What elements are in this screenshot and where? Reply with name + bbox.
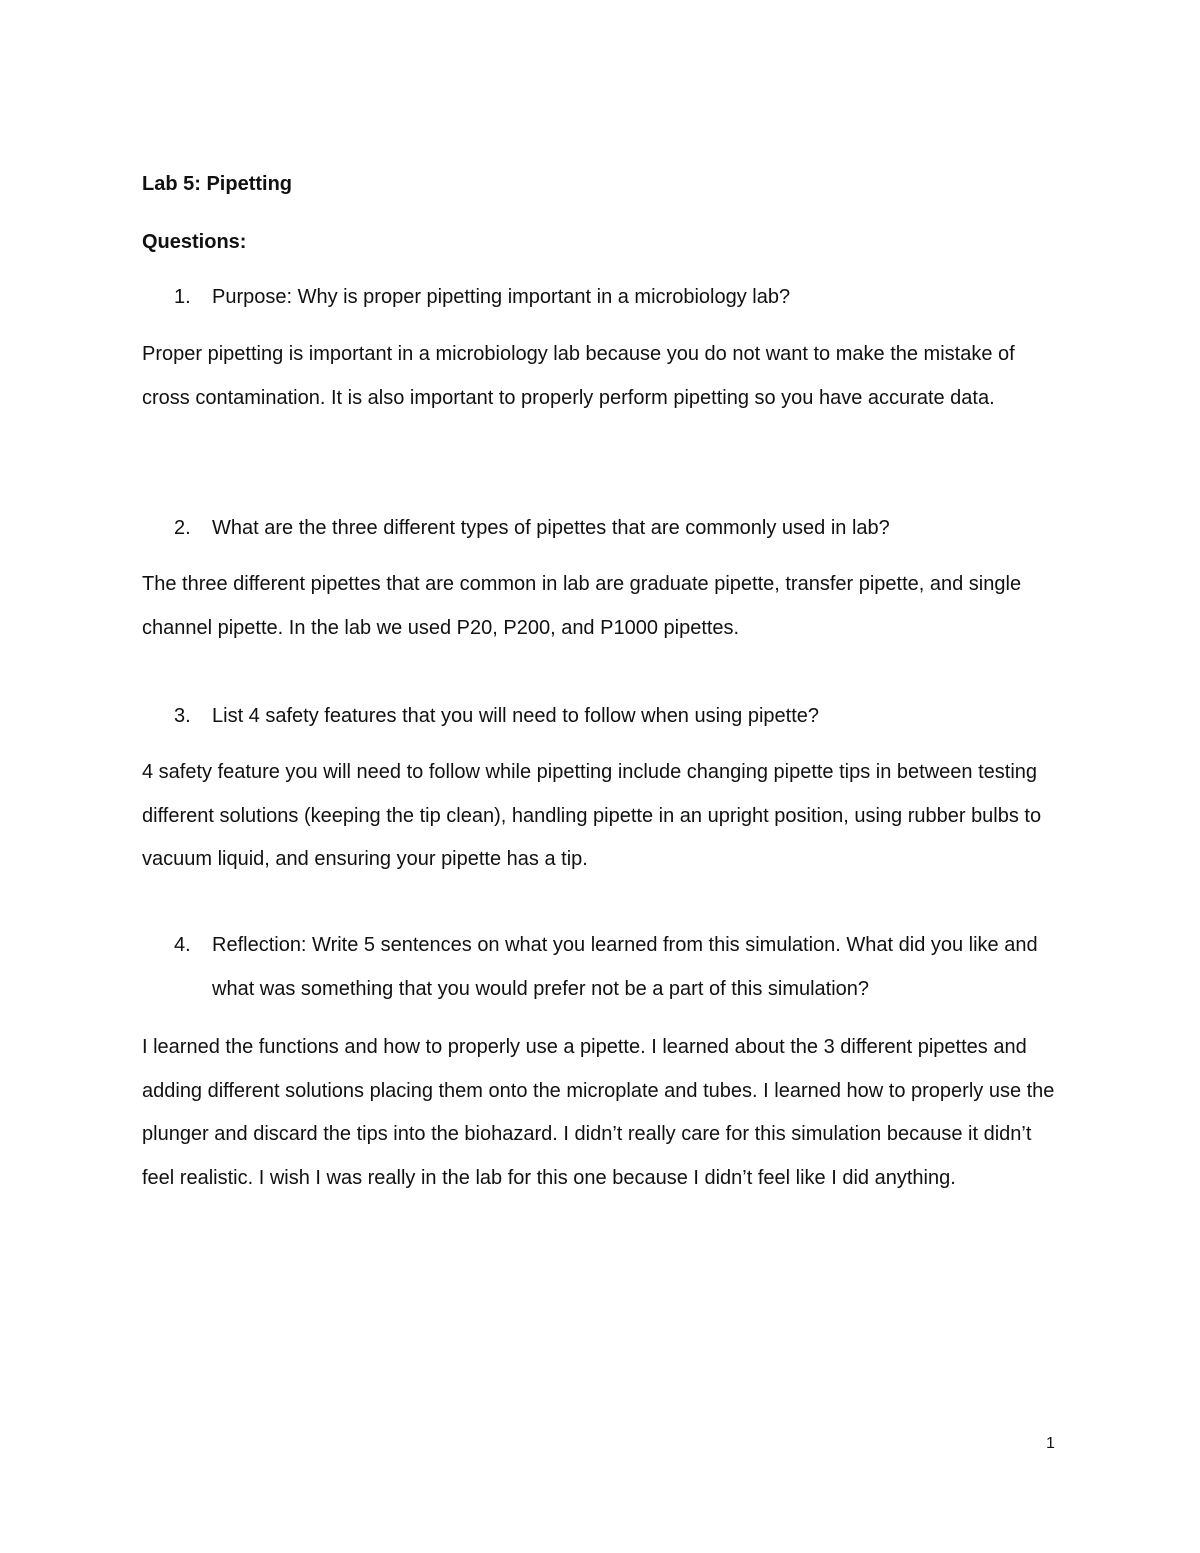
question-3-number: 3. xyxy=(174,705,191,727)
page-number: 1 xyxy=(1046,1435,1055,1452)
question-1 xyxy=(174,275,1074,319)
question-4-text: Reflection: Write 5 sentences on what you learned from this simulation. What did you like and what was something that you would prefer not be a part of this simulation? xyxy=(212,934,1038,1000)
question-3-text: List 4 safety features that you will need to follow when using pipette? xyxy=(212,705,820,727)
questions-heading: Questions: xyxy=(142,231,247,253)
question-2-text: What are the three different types of pipettes that are commonly used in lab? xyxy=(212,517,890,539)
answer-2: The three different pipettes that are common in lab are graduate pipette, transfer pipette, and single channel pipette. In the lab we used P20, P200, and P1000 pipettes. xyxy=(142,573,1022,639)
answer-1: Proper pipetting is important in a microbiology lab because you do not want to make the mistake of cross contamination. It is also important to properly perform pipetting so you have accurate data. xyxy=(142,343,1015,409)
answer-4: I learned the functions and how to properly use a pipette. I learned about the 3 different pipettes and adding different solutions placing them onto the microplate and tubes. I learned how to properly use the plunger and discard the tips into the biohazard. I didn’t really care for this simulation because it didn’t feel realistic. I wish I was really in the lab for this one because I didn’t feel like I did anything. xyxy=(142,1036,1055,1189)
question-3 xyxy=(174,694,1074,738)
question-4 xyxy=(174,923,1074,1011)
question-1-number: 1. xyxy=(174,286,191,308)
question-4-number: 4. xyxy=(174,934,191,956)
answer-3: 4 safety feature you will need to follow while pipetting include changing pipette tips in between testing different solutions (keeping the tip clean), handling pipette in an upright position, using rubber bulbs to vacuum liquid, and ensuring your pipette has a tip. xyxy=(142,761,1042,870)
question-2-number: 2. xyxy=(174,517,191,539)
question-2 xyxy=(174,506,1074,550)
document-title: Lab 5: Pipetting xyxy=(142,173,292,195)
question-1-text: Purpose: Why is proper pipetting important in a microbiology lab? xyxy=(212,286,791,308)
